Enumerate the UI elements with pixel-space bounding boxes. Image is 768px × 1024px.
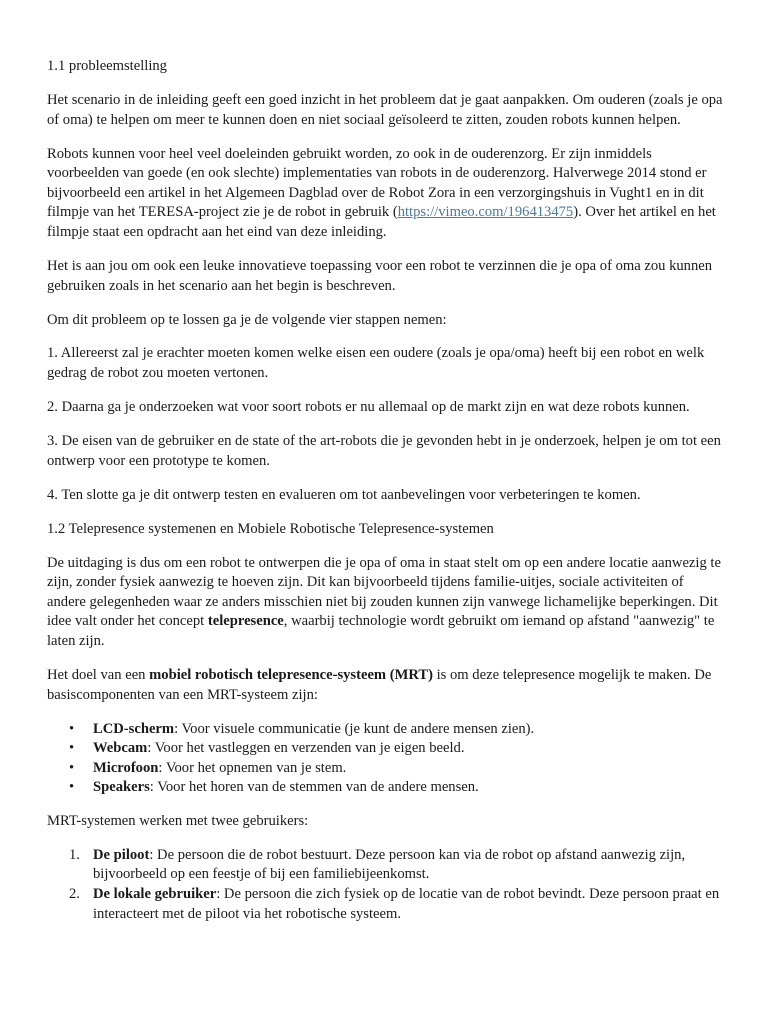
section-heading-1-1: 1.1 probleemstelling (47, 58, 167, 74)
bullet-icon: • (69, 740, 75, 757)
component-desc: : Voor het vastleggen en verzenden van je eigen beeld. (147, 740, 465, 757)
list-item (47, 885, 726, 924)
component-term: LCD-scherm (93, 720, 175, 737)
paragraph-scenario: Het scenario in de inleiding geeft een goed inzicht in het probleem dat je gaat aanpakken. Om ouderen (zoals je opa of oma) te helpen om meer te kunnen doen en niet sociaal geïsoleerd te zitten, zouden robots kunnen helpen. (47, 91, 723, 128)
component-list (47, 720, 726, 798)
paragraph-doel-mrt (47, 666, 726, 705)
vimeo-link[interactable]: https://vimeo.com/196413475 (397, 204, 574, 221)
component-term: Speakers (93, 779, 150, 796)
paragraph-vier-stappen: Om dit probleem op te lossen ga je de volgende vier stappen nemen: (47, 311, 447, 328)
step-2: 2. Daarna ga je onderzoeken wat voor soort robots er nu allemaal op de markt zijn en wat deze robots kunnen. (47, 399, 690, 416)
paragraph-text: is om deze telepresence mogelijk te maken. De basiscomponenten van een MRT-systeem zijn: (47, 666, 712, 703)
list-item (47, 759, 726, 779)
step-1: 1. Allereerst zal je erachter moeten komen welke eisen een oudere (zoals je opa/oma) heeft bij een robot en welk gedrag de robot zou moeten vertonen. (47, 345, 705, 382)
paragraph-text: ). Over het artikel en het filmpje staat een opdracht aan het eind van deze inleiding. (47, 204, 716, 240)
list-number: 1. (69, 846, 80, 863)
paragraph-uitdaging (47, 554, 726, 652)
paragraph-twee-gebruikers: MRT-systemen werken met twee gebruikers: (47, 812, 309, 829)
user-term: De lokale gebruiker (93, 886, 217, 903)
list-number: 2. (69, 886, 80, 903)
step-3: 3. De eisen van de gebruiker en de state of the art-robots die je gevonden hebt in je onderzoek, helpen je om tot een ontwerp voor een prototype te komen. (47, 433, 721, 469)
paragraph-text: Robots kunnen voor heel veel doeleinden gebruikt worden, zo ook in de ouderenzorg. Er zijn inmiddels voorbeelden van goede (en ook slechte) implementaties van robots in de ouderenzorg. Halverwege 2014 stond er bijvoorbeeld een artikel in het Algemeen Dagblad over de Robot Zora in een verzorgingshuis in Vught1 en in dit filmpje van het TERESA-project zie je de robot in gebruik ( (47, 145, 707, 221)
list-item (47, 846, 726, 885)
paragraph-robots-ouderenzorg (47, 145, 726, 243)
component-term: Microfoon (93, 759, 159, 776)
bullet-icon: • (69, 759, 75, 776)
list-item (47, 720, 726, 740)
component-desc: : Voor visuele communicatie (je kunt de andere mensen zien). (174, 720, 535, 737)
user-desc: : De persoon die zich fysiek op de locatie van de robot bevindt. Deze persoon praat en interacteert met de piloot via het robotische systeem. (93, 886, 720, 922)
bullet-icon: • (69, 779, 75, 796)
user-desc: : De persoon die de robot bestuurt. Deze persoon kan via de robot op afstand aanwezig zijn, bijvoorbeeld op een feestje of bij een familiebijeenkomst. (93, 846, 686, 883)
user-list (47, 846, 726, 924)
paragraph-text: , waarbij technologie wordt gebruikt om iemand op afstand "aanwezig" te laten zijn. (47, 613, 715, 649)
paragraph-text: De uitdaging is dus om een robot te ontwerpen die je opa of oma in staat stelt om op een andere locatie aanwezig te zijn, zonder fysiek aanwezig te hoeven zijn. Dit kan bijvoorbeeld tijdens familie-uitjes, sociale activiteiten of andere gelegenheden waar ze anders misschien niet bij zouden kunnen zijn vanwege lichamelijke beperkingen. Dit idee valt onder het concept (47, 554, 721, 630)
bold-term-mrt: mobiel robotisch telepresence-systeem (MRT) (149, 666, 433, 683)
component-term: Webcam (93, 740, 148, 757)
paragraph-text: Het doel van een (47, 666, 150, 683)
user-term: De piloot (93, 846, 150, 863)
component-desc: : Voor het horen van de stemmen van de andere mensen. (149, 779, 479, 796)
list-item (47, 778, 726, 798)
bold-term-telepresence: telepresence (207, 613, 284, 630)
list-item (47, 739, 726, 759)
component-desc: : Voor het opnemen van je stem. (158, 759, 347, 776)
step-4: 4. Ten slotte ga je dit ontwerp testen en evalueren om tot aanbevelingen voor verbeteringen te komen. (47, 486, 641, 503)
section-heading-1-2: 1.2 Telepresence systemenen en Mobiele Robotische Telepresence-systemen (47, 520, 494, 537)
bullet-icon: • (69, 720, 75, 737)
paragraph-jouw-toepassing: Het is aan jou om ook een leuke innovatieve toepassing voor een robot te verzinnen die je opa of oma zou kunnen gebruiken zoals in het scenario aan het begin is beschreven. (47, 257, 713, 294)
